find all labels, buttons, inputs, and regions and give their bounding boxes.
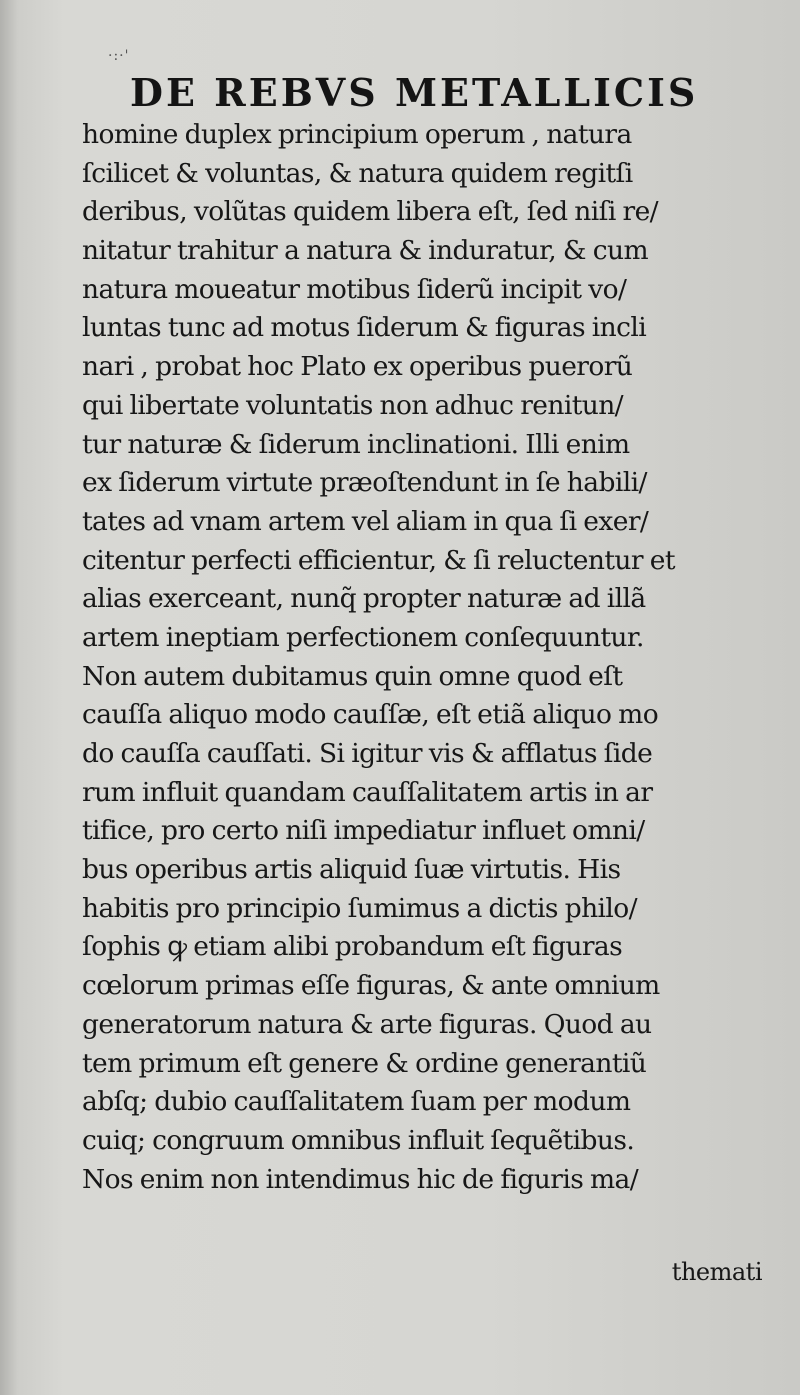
text-line: ſcilicet & voluntas, & natura quidem regitſi [82,157,633,189]
text-line: rum influit quandam cauſſalitatem artis in ar [82,776,653,808]
text-line: tur naturæ & ſiderum inclinationi. Illi enim [82,428,630,460]
text-line: do cauſſa cauſſati. Si igitur vis & afflatus ſide [82,738,653,769]
text-line: deribus, volũtas quidem libera eſt, ſed niſi re/ [82,196,658,228]
text-line: homine duplex principium operum , natura [82,119,632,150]
running-head: DE REBVS METALLICIS [130,70,699,115]
text-line: citentur perfecti efficientur, & ſi reluctentur et [82,544,675,576]
text-line: artem ineptiam perfectionem conſequuntur. [82,621,644,653]
text-line: alias exerceant, nunq̃ propter naturæ ad illã [82,583,646,615]
catchword: themati [671,1258,762,1286]
text-line: abſq; dubio cauſſalitatem ſuam per modum [82,1086,631,1118]
text-line: cœlorum primas eſſe figuras, & ante omnium [82,970,660,1002]
corner-mark: ·:·' [108,48,130,64]
gutter-shadow [0,0,18,1395]
text-line: Non autem dubitamus quin omne quod eſt [82,660,623,692]
text-line: bus operibus artis aliquid ſuæ virtutis. His [82,854,621,886]
text-line: natura moueatur motibus ſiderũ incipit vo/ [82,273,627,305]
text-line: habitis pro principio ſumimus a dictis philo/ [82,892,637,924]
text-line: qui libertate voluntatis non adhuc renitun/ [82,389,624,421]
text-line: nitatur trahitur a natura & induratur, & cum [82,235,648,267]
text-line: tem primum eſt genere & ordine generantiũ [82,1047,647,1079]
text-line: luntas tunc ad motus ſiderum & figuras incli [82,312,647,344]
text-line: Nos enim non intendimus hic de figuris ma/ [82,1163,639,1195]
text-block [82,116,772,1199]
text-line: tifice, pro certo niſi impediatur influet omni/ [82,815,645,847]
text-line: ex ſiderum virtute præoſtendunt in ſe habili/ [82,467,647,499]
text-line: ſophis ꝙ etiam alibi probandum eſt figuras [82,931,623,963]
text-line: nari , probat hoc Plato ex operibus puerorũ [82,351,633,383]
text-line: tates ad vnam artem vel aliam in qua ſi exer/ [82,505,649,537]
text-line: cauſſa aliquo modo cauſſæ, eſt etiã aliquo mo [82,699,659,731]
text-line: cuiq; congruum omnibus influit ſequẽtibus. [82,1124,635,1156]
text-line: generatorum natura & arte figuras. Quod au [82,1008,652,1040]
